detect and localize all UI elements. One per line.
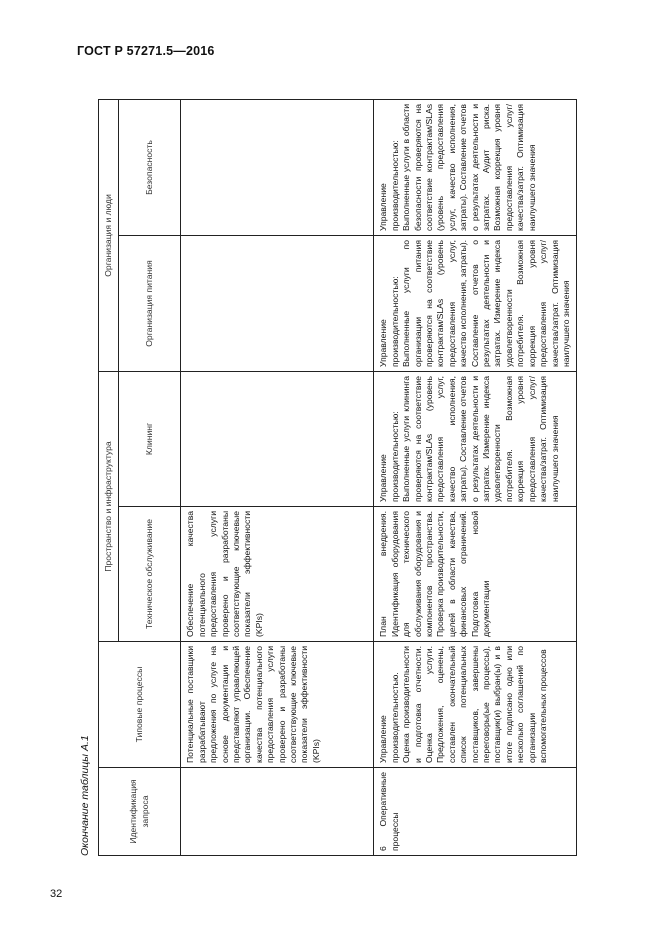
cell-processes: Управление производительностью. Оценка производительности и подготовка отчетности. Оценка услуги. Предложения, оценены, составлен окончательный список потенциальных поставщиков, завершены переговоры(ые процессы), поставщик(и) выбран(ы) и в итоге подписано одно или несколько соглашений по организации вспомогательных процессов	[374, 642, 577, 768]
cell-request-id: 6 Оперативные процессы	[374, 768, 577, 856]
data-table	[98, 99, 577, 856]
document-id: ГОСТ Р 57271.5—2016	[77, 44, 215, 58]
col-header-request-id: Идентификация запроса	[99, 768, 181, 856]
cell-security: Управление производительностью: Выполненные услуги в области безопасности проверяются на соответствие контрактам/SLAs (уровень предоставления услуг, качество исполнения, затраты). Составление отчетов о результатах деятельности и затратах. Аудит риска. Возможная коррекция уровня предоставления услуг/качества/затрат. Оптимизация наилучшего значения	[374, 100, 577, 236]
cell-maintenance: Обеспечение качества потенциального предоставления услуги проверено и разработаны соответствующие ключевые показатели эффективности (KPIs)	[181, 507, 374, 642]
col-header-security: Безопасность	[119, 100, 181, 236]
cell-request-id	[181, 768, 374, 856]
cell-security	[181, 100, 374, 236]
cell-cleaning	[181, 372, 374, 507]
col-header-catering: Организация питания	[119, 236, 181, 372]
page-number: 32	[50, 888, 63, 900]
cell-catering	[181, 236, 374, 372]
col-header-processes: Типовые процессы	[99, 642, 181, 768]
table-caption: Окончание таблицы А.1	[79, 735, 91, 856]
group-header-org: Организация и люди	[99, 100, 119, 372]
cell-processes: Потенциальные поставщики разрабатывают предложения по услуге на основе документации и представляют управляющей организации. Обеспечение качества потенциального предоставления услуги проверено и разработаны соответствующие ключевые показатели эффективности (KPIs)	[181, 642, 374, 768]
cell-catering: Управление производительностью: Выполненные услуги по организации питания проверяются на соответствие контрактам/SLAs (уровень предоставления услуг, качество исполнения, затраты). Составление отчетов о результатах деятельности и затратах. Измерение индекса удовлетворенности потребителя. Возможная коррекция уровня предоставления услуг/качества/затрат. Оптимизация наилучшего значения	[374, 236, 577, 372]
cell-maintenance: План внедрения. Идентификация оборудования для технического обслуживания оборудования и компонентов пространства. Проверка производительности, целей в области качества, финансовых ограничений. Подготовка новой документации	[374, 507, 577, 642]
table-row	[374, 100, 577, 856]
table-row	[181, 100, 374, 856]
rotated-table-block	[79, 100, 571, 856]
cell-cleaning: Управление производительностью: Выполненные услуги клининга проверяются на соответствие контрактам/SLAs (уровень предоставления услуг, качество исполнения, затраты). Составление отчетов о результатах деятельности и затратах. Измерение индекса удовлетворенности потребителя. Возможная коррекция уровня предоставления услуг/качества/затрат. Оптимизация наилучшего значения	[374, 372, 577, 507]
col-header-maintenance: Техническое обслуживание	[119, 507, 181, 642]
col-header-cleaning: Клининг	[119, 372, 181, 507]
group-header-space: Пространство и инфраструктура	[99, 372, 119, 642]
